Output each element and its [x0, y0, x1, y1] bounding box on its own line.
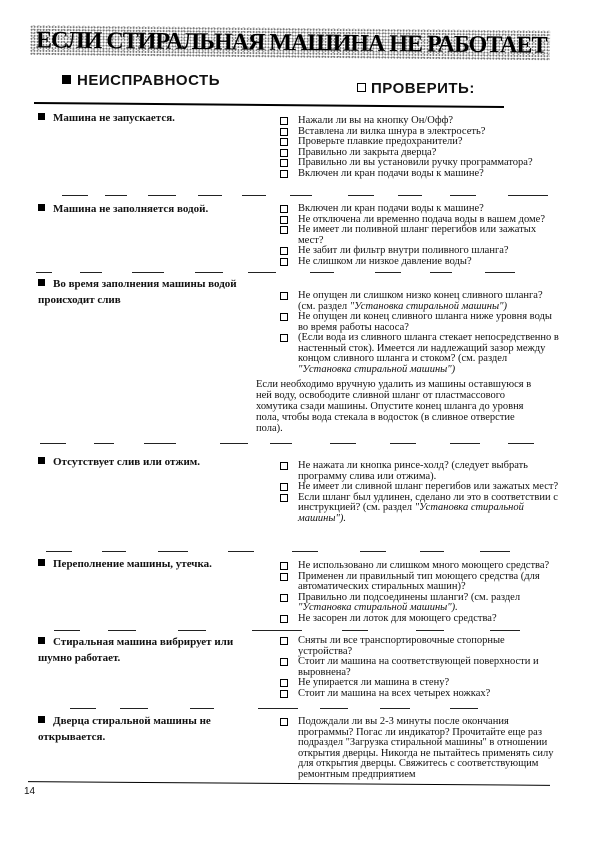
check-text: Не имеет ли поливной шланг перегибов или зажатых мест?: [298, 224, 537, 246]
filled-square-bullet-icon: [38, 716, 45, 723]
section-divider: [30, 443, 570, 444]
check-text: Не отключена ли временно подача воды в вашем доме?: [298, 213, 545, 225]
problem-item: [38, 110, 268, 126]
problem-item: [38, 556, 268, 572]
check-item: [280, 312, 560, 333]
page-title: ЕСЛИ СТИРАЛЬНАЯ МАШИНА НЕ РАБОТАЕТ: [35, 27, 547, 59]
check-text: Если шланг был удлинен, сделано ли это в соответствии с инструкцией? (см. раздел: [298, 491, 558, 513]
check-list: [280, 636, 560, 699]
checkbox-icon: [280, 718, 288, 726]
checkbox-icon: [280, 258, 288, 266]
section-divider: [30, 272, 570, 273]
checkbox-icon: [280, 494, 288, 502]
filled-square-bullet-icon: [38, 279, 45, 286]
column-header-problem: [62, 72, 220, 89]
section-reference: "Установка стиральной машины"): [349, 300, 507, 312]
check-list: [280, 561, 560, 624]
checkbox-icon: [280, 594, 288, 602]
problem-item: [38, 634, 268, 666]
section-reference: "Установка стиральной машины"): [298, 363, 456, 375]
check-text: Нажали ли вы на кнопку Он/Офф?: [298, 115, 454, 126]
check-list: [280, 461, 560, 524]
section-divider: [30, 708, 570, 709]
check-text: Правильно ли закрыта дверца?: [298, 146, 437, 158]
problem-item: [38, 276, 268, 308]
checkbox-icon: [280, 128, 288, 136]
check-text: Не забит ли фильтр внутри поливного шланга?: [298, 245, 509, 256]
problem-text: Машина не заполняется водой.: [53, 203, 209, 215]
checkbox-icon: [280, 117, 288, 125]
check-item: [280, 333, 560, 375]
section-divider: [30, 551, 570, 552]
check-item: [280, 614, 560, 625]
check-list: [280, 717, 560, 780]
section-divider: [30, 195, 570, 196]
drain-note: Если необходимо вручную удалить из машины оставшуюся в ней воду, освободите сливной шланг от пластмассового хомутика сзади машины. Опустите конец шланга до уровня пола, чтобы вода стекала в водосток (в сливное отверстие пола).: [256, 379, 532, 434]
page-number: 14: [24, 786, 36, 797]
check-list: [280, 116, 560, 179]
problem-text: Во время заполнения машины водой происходит слив: [38, 278, 237, 306]
checkbox-icon: [280, 292, 288, 300]
header-divider: [34, 102, 504, 108]
problem-item: [38, 454, 268, 470]
problem-text: Переполнение машины, утечка.: [53, 558, 212, 570]
filled-square-bullet-icon: [38, 457, 45, 464]
problem-text: Отсутствует слив или отжим.: [53, 456, 201, 468]
check-text: Включен ли кран подачи воды к машине?: [298, 167, 484, 179]
checkbox-icon: [280, 573, 288, 581]
section-reference: "Установка стиральной машины").: [298, 502, 524, 524]
check-text: Вставлена ли вилка шнура в электросеть?: [298, 125, 486, 137]
checkbox-icon: [280, 247, 288, 255]
check-text: Проверьте плавкие предохранители?: [298, 136, 463, 147]
checkbox-icon: [280, 313, 288, 321]
checkbox-icon: [280, 483, 288, 491]
check-text: Применен ли правильный тип моющего средства (для автоматических стиральных машин)?: [298, 570, 540, 592]
check-item: [280, 291, 560, 312]
column-header-check: [357, 80, 475, 97]
check-text: Не нажата ли кнопка ринсе-холд? (следует выбрать программу слива или отжима).: [298, 460, 528, 482]
filled-square-bullet-icon: [62, 75, 71, 84]
check-item: [280, 461, 560, 482]
problem-text: Стиральная машина вибрирует или шумно работает.: [38, 636, 234, 664]
check-item: [280, 225, 560, 246]
checkbox-icon: [280, 149, 288, 157]
check-text: (Если вода из сливного шланга стекает непосредственно в настенный сток). Имеется ли надлежащий зазор между концом сливного шланга и стоком? (см. раздел: [298, 332, 559, 364]
problem-item: [38, 201, 268, 217]
problem-text: Дверца стиральной машины не открывается.: [38, 715, 211, 743]
filled-square-bullet-icon: [38, 559, 45, 566]
footer-divider: [28, 781, 550, 786]
check-item: [280, 717, 560, 780]
checkbox-square-icon: [357, 83, 366, 92]
checkbox-icon: [280, 679, 288, 687]
checkbox-icon: [280, 615, 288, 623]
checkbox-icon: [280, 138, 288, 146]
check-text: Не опущен ли слишком низко конец сливного шланга? (см. раздел: [298, 290, 543, 312]
checkbox-icon: [280, 658, 288, 666]
checkbox-icon: [280, 170, 288, 178]
check-text: Не слишком ли низкое давление воды?: [298, 255, 472, 267]
column-header-check-label: ПРОВЕРИТЬ:: [371, 80, 475, 97]
checkbox-icon: [280, 637, 288, 645]
filled-square-bullet-icon: [38, 204, 45, 211]
checkbox-icon: [280, 334, 288, 342]
checkbox-icon: [280, 205, 288, 213]
check-text: Не имеет ли сливной шланг перегибов или зажатых мест?: [298, 481, 559, 492]
filled-square-bullet-icon: [38, 637, 45, 644]
checkbox-icon: [280, 562, 288, 570]
check-item: [280, 593, 560, 614]
column-header-problem-label: НЕИСПРАВНОСТЬ: [77, 72, 220, 89]
check-item: [280, 636, 560, 657]
section-divider: [30, 630, 570, 631]
check-list: [280, 291, 560, 375]
checkbox-icon: [280, 462, 288, 470]
checkbox-icon: [280, 226, 288, 234]
check-text: Сняты ли все транспортировочные стопорные устройства?: [298, 635, 505, 657]
check-item: [280, 657, 560, 678]
section-reference: "Установка стиральной машины").: [298, 602, 458, 613]
check-item: [280, 493, 560, 525]
check-list: [280, 204, 560, 267]
checkbox-icon: [280, 216, 288, 224]
check-item: [280, 572, 560, 593]
check-item: [280, 689, 560, 700]
problem-item: [38, 713, 268, 745]
filled-square-bullet-icon: [38, 113, 45, 120]
check-text: Правильно ли вы установили ручку программатора?: [298, 157, 533, 168]
check-text: Стоит ли машина на соответствующей поверхности и выровнена?: [298, 656, 539, 678]
checkbox-icon: [280, 690, 288, 698]
check-text: Не опущен ли конец сливного шланга ниже уровня воды во время работы насоса?: [298, 311, 552, 333]
check-text: Не засорен ли лоток для моющего средства?: [298, 612, 497, 624]
check-text: Не упирается ли машина в стену?: [298, 677, 450, 688]
problem-text: Машина не запускается.: [53, 112, 175, 124]
check-text: Правильно ли подсоединены шланги? (см. раздел: [298, 591, 521, 603]
check-text: Включен ли кран подачи воды к машине?: [298, 203, 484, 214]
check-text: Подождали ли вы 2-3 минуты после окончания программы? Погас ли индикатор? Прочитайте еще раз подраздел "Загрузка стиральной машины" в отношении открытия дверцы. Никогда не пытайтесь применять силу для открытия дверцы. Свяжитесь с соответствующим ремонтным предприятием: [298, 716, 554, 780]
check-text: Стоит ли машина на всех четырех ножках?: [298, 687, 491, 699]
check-item: [280, 169, 560, 180]
check-item: [280, 257, 560, 268]
check-text: Не использовано ли слишком много моющего средства?: [298, 560, 550, 571]
checkbox-icon: [280, 159, 288, 167]
